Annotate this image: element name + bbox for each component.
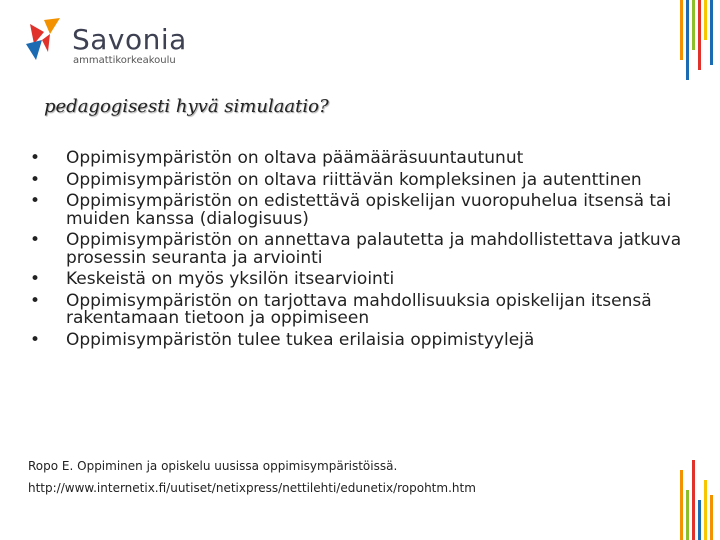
bullet-dot: • [30,269,41,289]
stripe [704,480,707,540]
bullet-text: Oppimisympäristön on oltava päämääräsuuntautunut [66,148,524,168]
bullet-list [28,150,688,353]
reference-url[interactable]: http://www.internetix.fi/uutiset/netixpress/nettilehti/edunetix/ropohtm.htm [28,481,476,495]
bullet-dot: • [30,290,41,311]
logo-name: Savonia [72,23,187,56]
stripe [680,0,683,60]
stripe [680,470,683,540]
bullet-text: Oppimisympäristön on tarjottava mahdollisuuksia opiskelijan itsensä rakentamaan tietoon ja oppimiseen [66,290,652,328]
bullet-item [28,193,688,228]
stripe [710,495,713,540]
bullet-dot: • [30,148,41,168]
bullet-text: Oppimisympäristön on oltava riittävän kompleksinen ja autenttinen [66,169,642,190]
stripe [710,0,713,65]
bullet-dot: • [30,191,41,211]
reference-citation: Ropo E. Oppiminen ja opiskelu uusissa oppimisympäristöissä. [28,459,398,473]
bullet-item [28,169,688,190]
stripe [698,0,701,70]
slide-title: pedagogisesti hyvä simulaatio? [44,96,329,117]
bullet-text: Oppimisympäristön on annettava palautetta ja mahdollistettava jatkuva prosessin seuranta ja arviointi [66,230,682,268]
stripe [698,500,701,540]
stripe [704,0,707,40]
savonia-logo-icon [20,14,66,64]
bullet-text: Keskeistä on myös yksilön itsearviointi [66,269,395,289]
bullet-text: Oppimisympäristön on edistettävä opiskelijan vuoropuhelua itsensä tai muiden kanssa (dialogisuus) [66,191,672,229]
bullet-item [28,271,688,289]
stripe [686,0,689,80]
bullet-dot: • [30,169,41,190]
logo-tagline: ammattikorkeakoulu [73,55,176,66]
bullet-dot: • [30,230,41,250]
bullet-item [28,232,688,267]
savonia-logo [20,14,190,64]
stripe [686,490,689,540]
bullet-item [28,150,688,168]
bullet-item [28,329,688,350]
reference [28,455,476,499]
bullet-item [28,290,688,328]
stripe [692,0,695,50]
stripe [692,460,695,540]
bullet-dot: • [30,329,41,350]
bullet-text: Oppimisympäristön tulee tukea erilaisia oppimistyylejä [66,329,535,350]
